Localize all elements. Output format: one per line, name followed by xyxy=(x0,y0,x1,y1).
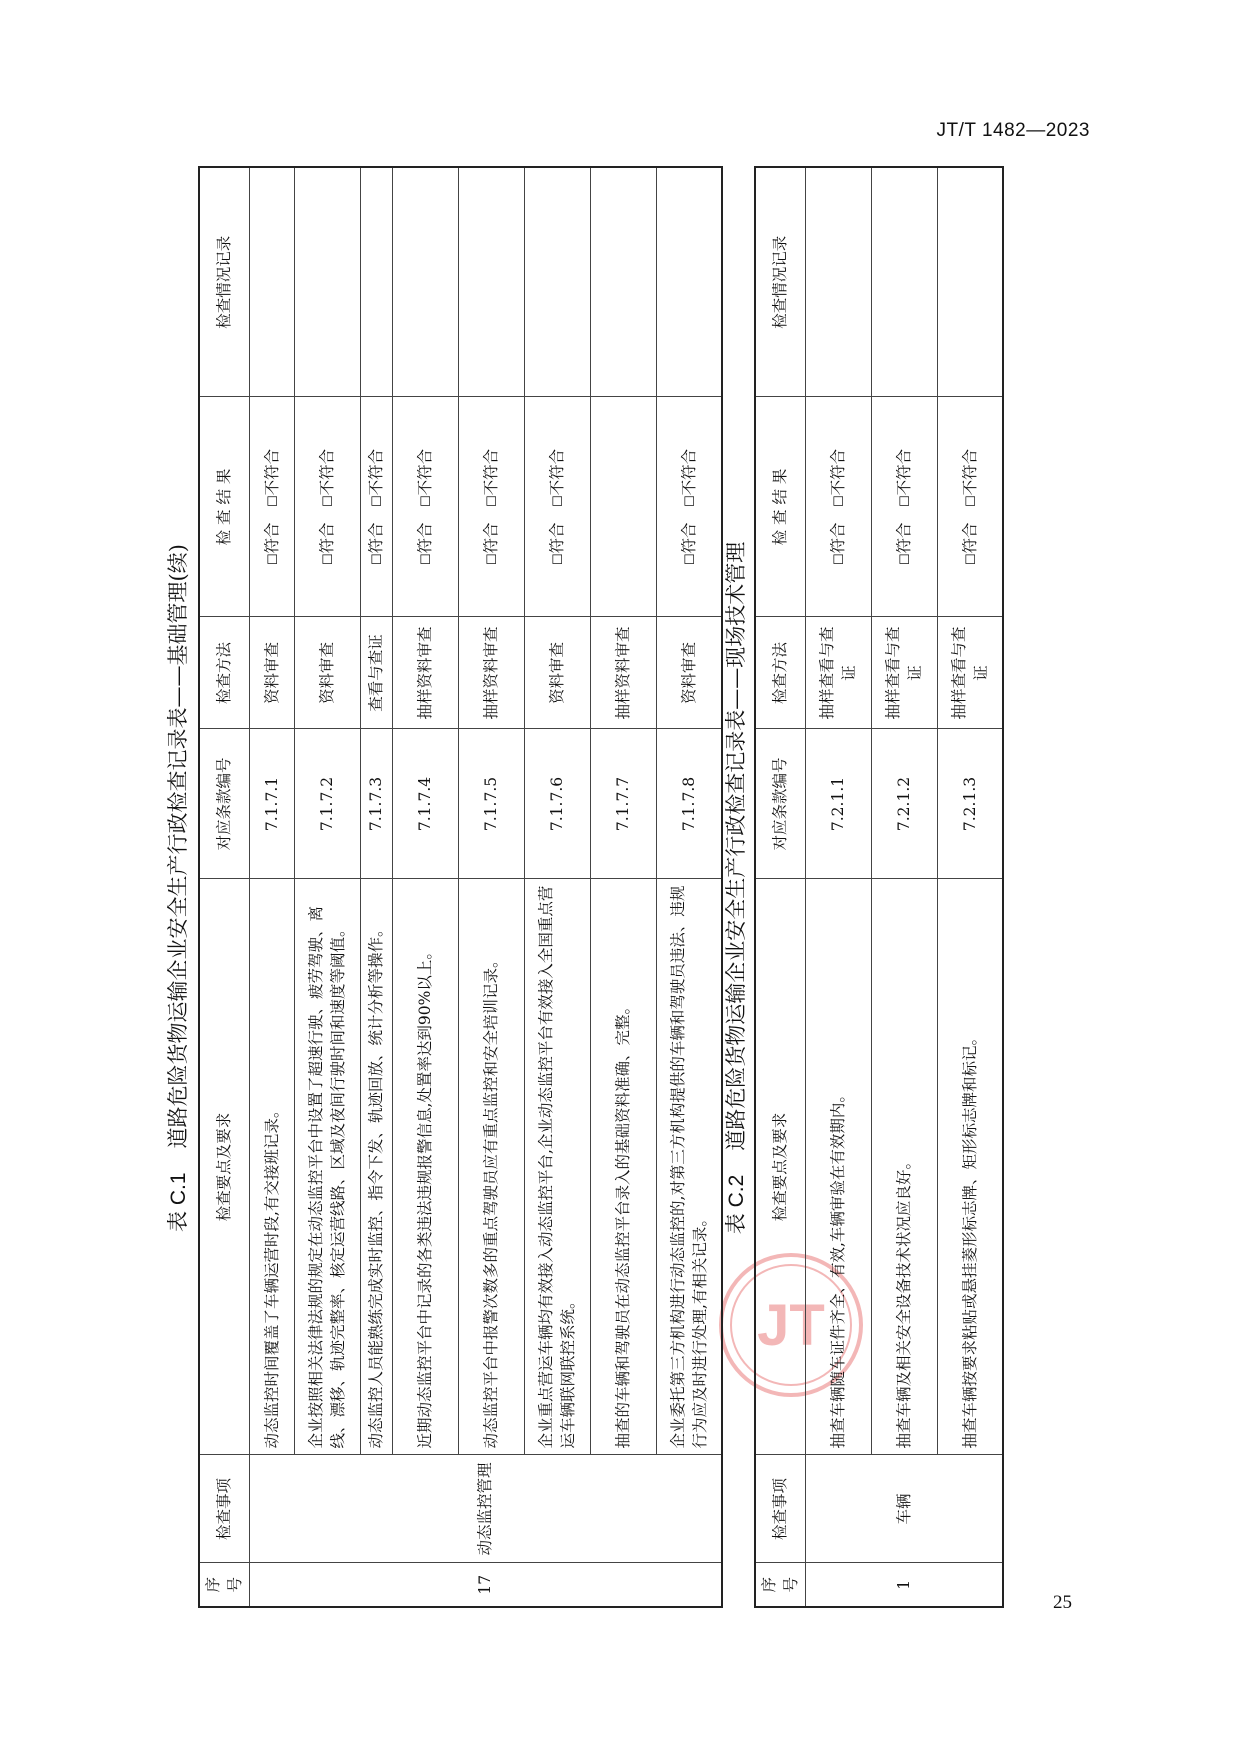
table1 xyxy=(198,166,723,1608)
requirement-cell: 动态监控人员能熟练完成实时监控、指令下发、轨迹回放、统计分析等操作。 xyxy=(360,879,392,1455)
checkbox-icon[interactable]: ☐ xyxy=(898,495,914,507)
table1-caption xyxy=(162,168,192,1608)
requirement-cell: 企业按照相关法律法规的规定在动态监控平台中设置了超速行驶、疲劳驾驶、离线、漂移、轨迹完整率、核定运营线路、区域及夜间行驶时间和速度等阈值。 xyxy=(294,879,360,1455)
clause-cell: 7.2.1.3 xyxy=(937,729,1003,879)
record-cell[interactable] xyxy=(871,167,937,397)
col-method: 检查方法 xyxy=(199,617,249,729)
row-item: 车辆 xyxy=(805,1455,1003,1563)
record-cell[interactable] xyxy=(392,167,458,397)
nonconform-option[interactable] xyxy=(482,449,500,507)
method-cell: 抽样查看与查证 xyxy=(805,617,871,729)
col-result: 检 查 结 果 xyxy=(199,397,249,617)
col-clause: 对应条款编号 xyxy=(755,729,805,879)
result-cell xyxy=(249,397,294,617)
checkbox-icon[interactable]: ☐ xyxy=(682,495,698,507)
requirement-cell: 抽查的车辆和驾驶员在动态监控平台录入的基础资料准确、完整。 xyxy=(590,879,656,1455)
conform-label: 符合 xyxy=(262,522,281,554)
nonconform-label: 不符合 xyxy=(482,448,501,496)
nonconform-label: 不符合 xyxy=(548,448,567,496)
clause-cell: 7.1.7.3 xyxy=(360,729,392,879)
clause-cell: 7.1.7.4 xyxy=(392,729,458,879)
clause-cell: 7.1.7.6 xyxy=(524,729,590,879)
result-cell xyxy=(392,397,458,617)
record-cell[interactable] xyxy=(656,167,722,397)
checkbox-icon[interactable]: ☐ xyxy=(551,495,567,507)
row-number: 1 xyxy=(805,1563,1003,1607)
record-cell[interactable] xyxy=(249,167,294,397)
checkbox-icon[interactable]: ☐ xyxy=(321,553,337,566)
nonconform-label: 不符合 xyxy=(895,448,914,496)
requirement-cell: 动态监控时间覆盖了车辆运营时段,有交接班记录。 xyxy=(249,879,294,1455)
rotated-page-content xyxy=(140,168,1090,1608)
clause-cell: 7.1.7.7 xyxy=(590,729,656,879)
table-row xyxy=(871,167,937,1607)
col-no: 序号 xyxy=(755,1563,805,1607)
result-cell xyxy=(805,397,871,617)
col-item: 检查事项 xyxy=(199,1455,249,1563)
table-row xyxy=(937,167,1003,1607)
conform-option[interactable] xyxy=(482,523,500,566)
method-cell: 资料审查 xyxy=(249,617,294,729)
result-cell xyxy=(294,397,360,617)
clause-cell: 7.1.7.8 xyxy=(656,729,722,879)
nonconform-option[interactable] xyxy=(318,449,336,507)
checkbox-icon[interactable]: ☐ xyxy=(419,553,435,566)
method-cell: 抽样资料审查 xyxy=(392,617,458,729)
record-cell[interactable] xyxy=(805,167,871,397)
checkbox-icon[interactable]: ☐ xyxy=(682,553,698,566)
nonconform-option[interactable] xyxy=(961,449,979,507)
method-cell: 资料审查 xyxy=(656,617,722,729)
nonconform-option[interactable] xyxy=(829,449,847,507)
row-item: 动态监控管理 xyxy=(249,1455,722,1563)
nonconform-label: 不符合 xyxy=(416,448,435,496)
table2-title: 道路危险货物运输企业安全生产行政检查记录表——现场技术管理 xyxy=(724,541,748,1151)
conform-option[interactable] xyxy=(680,523,698,566)
table1-number: 表 C.1 xyxy=(167,1172,190,1232)
checkbox-icon[interactable]: ☐ xyxy=(419,495,435,507)
result-cell xyxy=(937,397,1003,617)
checkbox-icon[interactable]: ☐ xyxy=(963,553,979,566)
clause-cell: 7.1.7.1 xyxy=(249,729,294,879)
nonconform-label: 不符合 xyxy=(960,448,979,496)
method-cell: 抽样查看与查证 xyxy=(937,617,1003,729)
nonconform-label: 不符合 xyxy=(318,448,337,496)
col-record: 检查情况记录 xyxy=(199,167,249,397)
requirement-cell: 近期动态监控平台中记录的各类违法违规报警信息,处置率达到90%以上。 xyxy=(392,879,458,1455)
table2-caption xyxy=(720,168,750,1608)
table-row xyxy=(249,167,294,1607)
clause-cell: 7.1.7.2 xyxy=(294,729,360,879)
conform-label: 符合 xyxy=(367,522,386,554)
result-cell xyxy=(656,397,722,617)
record-cell[interactable] xyxy=(458,167,524,397)
checkbox-icon[interactable]: ☐ xyxy=(485,553,501,566)
checkbox-icon[interactable]: ☐ xyxy=(265,553,281,566)
nonconform-option[interactable] xyxy=(548,449,566,507)
nonconform-label: 不符合 xyxy=(262,448,281,496)
row-number: 17 xyxy=(249,1563,722,1607)
standard-code: JT/T 1482—2023 xyxy=(936,120,1090,141)
conform-label: 符合 xyxy=(318,522,337,554)
result-cell xyxy=(458,397,524,617)
table-row xyxy=(360,167,392,1607)
record-cell[interactable] xyxy=(524,167,590,397)
record-cell[interactable] xyxy=(590,167,656,397)
nonconform-option[interactable] xyxy=(367,449,385,507)
col-result: 检 查 结 果 xyxy=(755,397,805,617)
method-cell: 抽样查看与查证 xyxy=(871,617,937,729)
col-no: 序号 xyxy=(199,1563,249,1607)
conform-option[interactable] xyxy=(318,523,336,566)
checkbox-icon[interactable]: ☐ xyxy=(370,495,386,507)
col-clause: 对应条款编号 xyxy=(199,729,249,879)
requirement-cell: 抽查车辆按要求粘贴或悬挂菱形标志牌、矩形标志牌和标记。 xyxy=(937,879,1003,1455)
conform-label: 符合 xyxy=(895,522,914,554)
method-cell: 资料审查 xyxy=(294,617,360,729)
method-cell: 资料审查 xyxy=(524,617,590,729)
conform-option[interactable] xyxy=(367,523,385,566)
table-row xyxy=(590,167,656,1607)
conform-option[interactable] xyxy=(416,523,434,566)
checkbox-icon[interactable]: ☐ xyxy=(265,495,281,507)
table-row xyxy=(294,167,360,1607)
requirement-cell: 抽查车辆及相关安全设备技术状况应良好。 xyxy=(871,879,937,1455)
nonconform-option[interactable] xyxy=(680,449,698,507)
checkbox-icon[interactable]: ☐ xyxy=(321,495,337,507)
result-cell xyxy=(524,397,590,617)
result-cell xyxy=(590,397,656,617)
col-method: 检查方法 xyxy=(755,617,805,729)
nonconform-option[interactable] xyxy=(416,449,434,507)
record-cell[interactable] xyxy=(937,167,1003,397)
table2-header-row xyxy=(755,167,805,1607)
checkbox-icon[interactable]: ☐ xyxy=(832,553,848,566)
checkbox-icon[interactable]: ☐ xyxy=(898,553,914,566)
col-req: 检查要点及要求 xyxy=(755,879,805,1455)
conform-option[interactable] xyxy=(829,523,847,566)
nonconform-label: 不符合 xyxy=(679,448,698,496)
table-row xyxy=(392,167,458,1607)
clause-cell: 7.2.1.2 xyxy=(871,729,937,879)
requirement-cell: 企业委托第三方机构进行动态监控的,对第三方机构提供的车辆和驾驶员违法、违规行为应及时进行处理,有相关记录。 xyxy=(656,879,722,1455)
conform-label: 符合 xyxy=(829,522,848,554)
table2-number: 表 C.2 xyxy=(725,1174,748,1235)
conform-option[interactable] xyxy=(961,523,979,566)
requirement-cell: 企业重点营运车辆均有效接入动态监控平台,企业动态监控平台有效接入全国重点营运车辆联网联控系统。 xyxy=(524,879,590,1455)
conform-label: 符合 xyxy=(679,522,698,554)
table1-header-row xyxy=(199,167,249,1607)
table1-title: 道路危险货物运输企业安全生产行政检查记录表——基础管理(续) xyxy=(166,544,190,1149)
nonconform-option[interactable] xyxy=(895,449,913,507)
conform-label: 符合 xyxy=(416,522,435,554)
table-row xyxy=(524,167,590,1607)
checkbox-icon[interactable]: ☐ xyxy=(370,553,386,566)
clause-cell: 7.2.1.1 xyxy=(805,729,871,879)
clause-cell: 7.1.7.5 xyxy=(458,729,524,879)
checkbox-icon[interactable]: ☐ xyxy=(832,495,848,507)
conform-label: 符合 xyxy=(482,522,501,554)
requirement-cell: 抽查车辆随车证件齐全、有效,车辆审验在有效期内。 xyxy=(805,879,871,1455)
record-cell[interactable] xyxy=(294,167,360,397)
requirement-cell: 动态监控平台中报警次数多的重点驾驶员应有重点监控和安全培训记录。 xyxy=(458,879,524,1455)
nonconform-option[interactable] xyxy=(263,449,281,507)
table-row xyxy=(458,167,524,1607)
col-req: 检查要点及要求 xyxy=(199,879,249,1455)
checkbox-icon[interactable]: ☐ xyxy=(485,495,501,507)
result-cell xyxy=(871,397,937,617)
conform-option[interactable] xyxy=(263,523,281,566)
conform-option[interactable] xyxy=(548,523,566,566)
col-record: 检查情况记录 xyxy=(755,167,805,397)
method-cell: 抽样资料审查 xyxy=(590,617,656,729)
col-item: 检查事项 xyxy=(755,1455,805,1563)
svg-text:JT: JT xyxy=(757,1293,825,1358)
conform-label: 符合 xyxy=(960,522,979,554)
method-cell: 抽样资料审查 xyxy=(458,617,524,729)
nonconform-label: 不符合 xyxy=(829,448,848,496)
conform-label: 符合 xyxy=(548,522,567,554)
conform-option[interactable] xyxy=(895,523,913,566)
checkbox-icon[interactable]: ☐ xyxy=(963,495,979,507)
checkbox-icon[interactable]: ☐ xyxy=(551,553,567,566)
table-row xyxy=(805,167,871,1607)
table-row xyxy=(656,167,722,1607)
nonconform-label: 不符合 xyxy=(367,448,386,496)
table2 xyxy=(754,166,1004,1608)
result-cell xyxy=(360,397,392,617)
method-cell: 查看与查证 xyxy=(360,617,392,729)
page-number: 25 xyxy=(1053,1592,1072,1613)
record-cell[interactable] xyxy=(360,167,392,397)
